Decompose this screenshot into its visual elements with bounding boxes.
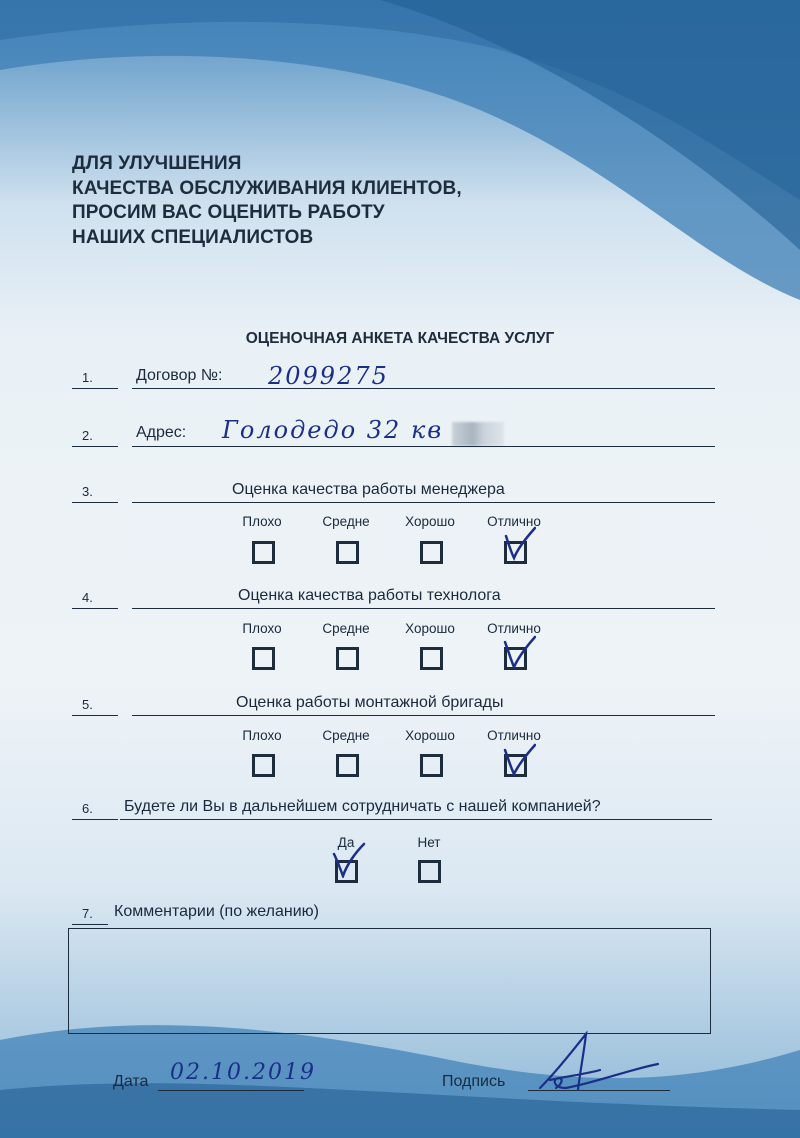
- option-label-good: Хорошо: [405, 728, 455, 743]
- option-label-no: Нет: [417, 835, 441, 850]
- crew-checkbox-bad[interactable]: [252, 754, 275, 777]
- technologist-rating-label: Оценка качества работы технолога: [238, 587, 501, 604]
- option-label-excellent: Отлично: [487, 728, 541, 743]
- contract-label: Договор №:: [136, 367, 223, 384]
- date-line: [158, 1090, 304, 1091]
- manager-checkbox-good[interactable]: [420, 541, 443, 564]
- option-label-excellent: Отлично: [487, 514, 541, 529]
- contract-number-handwritten[interactable]: 2099275: [268, 362, 389, 390]
- technologist-line: [132, 608, 715, 609]
- manager-rating-label: Оценка качества работы менеджера: [232, 481, 505, 498]
- intro-line: ДЛЯ УЛУЧШЕНИЯ: [72, 153, 242, 174]
- number-underline: [72, 819, 118, 820]
- number-underline: [72, 446, 118, 447]
- item-number: 7.: [82, 906, 93, 921]
- crew-line: [132, 715, 715, 716]
- date-handwritten[interactable]: 02.10.2019: [170, 1060, 316, 1085]
- contract-line: [132, 388, 715, 389]
- manager-line: [132, 502, 715, 503]
- option-label-bad: Плохо: [242, 621, 282, 636]
- item-number: 4.: [82, 590, 93, 605]
- technologist-checkbox-bad[interactable]: [252, 647, 275, 670]
- cooperate-checkbox-no[interactable]: [418, 860, 441, 883]
- manager-checkbox-bad[interactable]: [252, 541, 275, 564]
- technologist-checkbox-good[interactable]: [420, 647, 443, 670]
- item-number: 5.: [82, 697, 93, 712]
- number-underline: [72, 502, 118, 503]
- number-underline: [72, 924, 108, 925]
- intro-line: ПРОСИМ ВАС ОЦЕНИТЬ РАБОТУ: [72, 202, 385, 223]
- form-title: ОЦЕНОЧНАЯ АНКЕТА КАЧЕСТВА УСЛУГ: [245, 330, 555, 347]
- checkmark-icon: [330, 842, 366, 878]
- item-number: 1.: [82, 370, 93, 385]
- option-label-good: Хорошо: [405, 514, 455, 529]
- crew-checkbox-average[interactable]: [336, 754, 359, 777]
- option-label-yes: Да: [337, 835, 355, 850]
- item-number: 3.: [82, 484, 93, 499]
- crew-checkbox-good[interactable]: [420, 754, 443, 777]
- comments-label: Комментарии (по желанию): [114, 903, 319, 920]
- date-label: Дата: [113, 1073, 149, 1090]
- intro-line: КАЧЕСТВА ОБСЛУЖИВАНИЯ КЛИЕНТОВ,: [72, 177, 462, 199]
- technologist-checkbox-average[interactable]: [336, 647, 359, 670]
- signature-icon: [528, 1030, 668, 1100]
- checkmark-icon: [500, 526, 536, 562]
- redacted-area: [452, 422, 504, 446]
- checkmark-icon: [500, 742, 536, 778]
- option-label-average: Средне: [322, 621, 370, 636]
- comments-textarea[interactable]: [68, 928, 711, 1034]
- item-number: 6.: [82, 801, 93, 816]
- number-underline: [72, 388, 118, 389]
- manager-checkbox-average[interactable]: [336, 541, 359, 564]
- option-label-excellent: Отлично: [487, 621, 541, 636]
- cooperate-question: Будете ли Вы в дальнейшем сотрудничать с нашей компанией?: [124, 798, 601, 815]
- option-label-good: Хорошо: [405, 621, 455, 636]
- intro-heading: [72, 152, 462, 250]
- option-label-bad: Плохо: [242, 728, 282, 743]
- item-number: 2.: [82, 428, 93, 443]
- number-underline: [72, 715, 118, 716]
- cooperate-line: [120, 819, 712, 820]
- option-label-average: Средне: [322, 514, 370, 529]
- intro-line: НАШИХ СПЕЦИАЛИСТОВ: [72, 226, 314, 248]
- address-handwritten[interactable]: Голодедо 32 кв: [222, 416, 444, 444]
- signature-label: Подпись: [442, 1073, 506, 1090]
- option-label-average: Средне: [322, 728, 370, 743]
- address-line: [132, 446, 715, 447]
- crew-rating-label: Оценка работы монтажной бригады: [236, 694, 504, 711]
- option-label-bad: Плохо: [242, 514, 282, 529]
- checkmark-icon: [500, 634, 536, 670]
- number-underline: [72, 608, 118, 609]
- address-label: Адрес:: [136, 424, 187, 441]
